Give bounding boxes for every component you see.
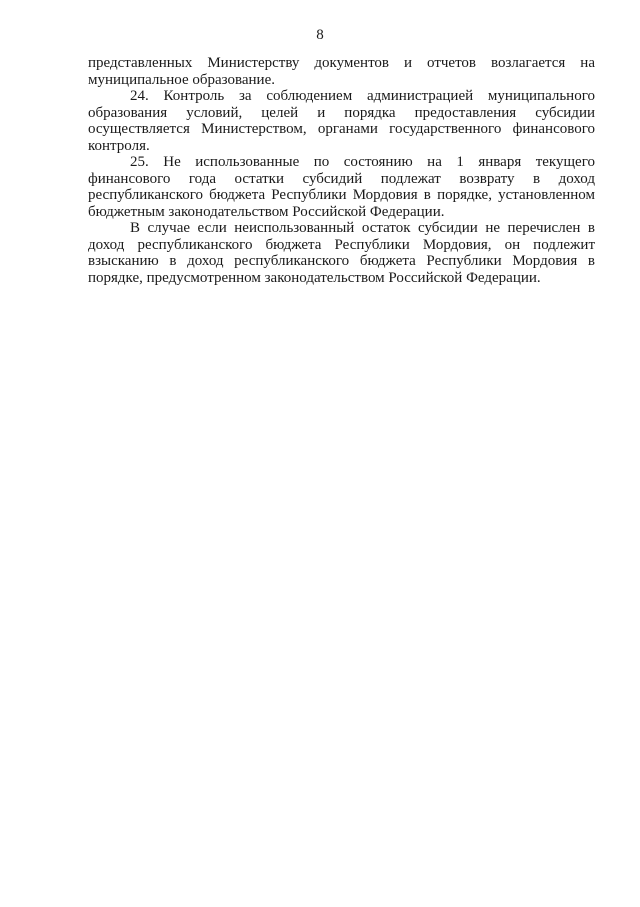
- paragraph-recovery: В случае если неиспользованный остаток субсидии не перечислен в доход республиканского бюджета Республики Мордовия, он подлежит взысканию в доход республиканского бюджета Республики Мордовия в порядке, предусмотренном законодательством Российской Федерации.: [88, 220, 595, 286]
- paragraph-continuation: представленных Министерству документов и отчетов возлагается на муниципальное образование.: [88, 55, 595, 88]
- paragraph-clause-25: 25. Не использованные по состоянию на 1 января текущего финансового года остатки субсидий подлежат возврату в доход республиканского бюджета Республики Мордовия в порядке, установленном бюджетным законодательством Российской Федерации.: [88, 154, 595, 220]
- page-number: 8: [316, 27, 324, 43]
- document-body: [88, 55, 595, 286]
- paragraph-clause-24: 24. Контроль за соблюдением администрацией муниципального образования условий, целей и порядка предоставления субсидии осуществляется Министерством, органами государственного финансового контроля.: [88, 88, 595, 154]
